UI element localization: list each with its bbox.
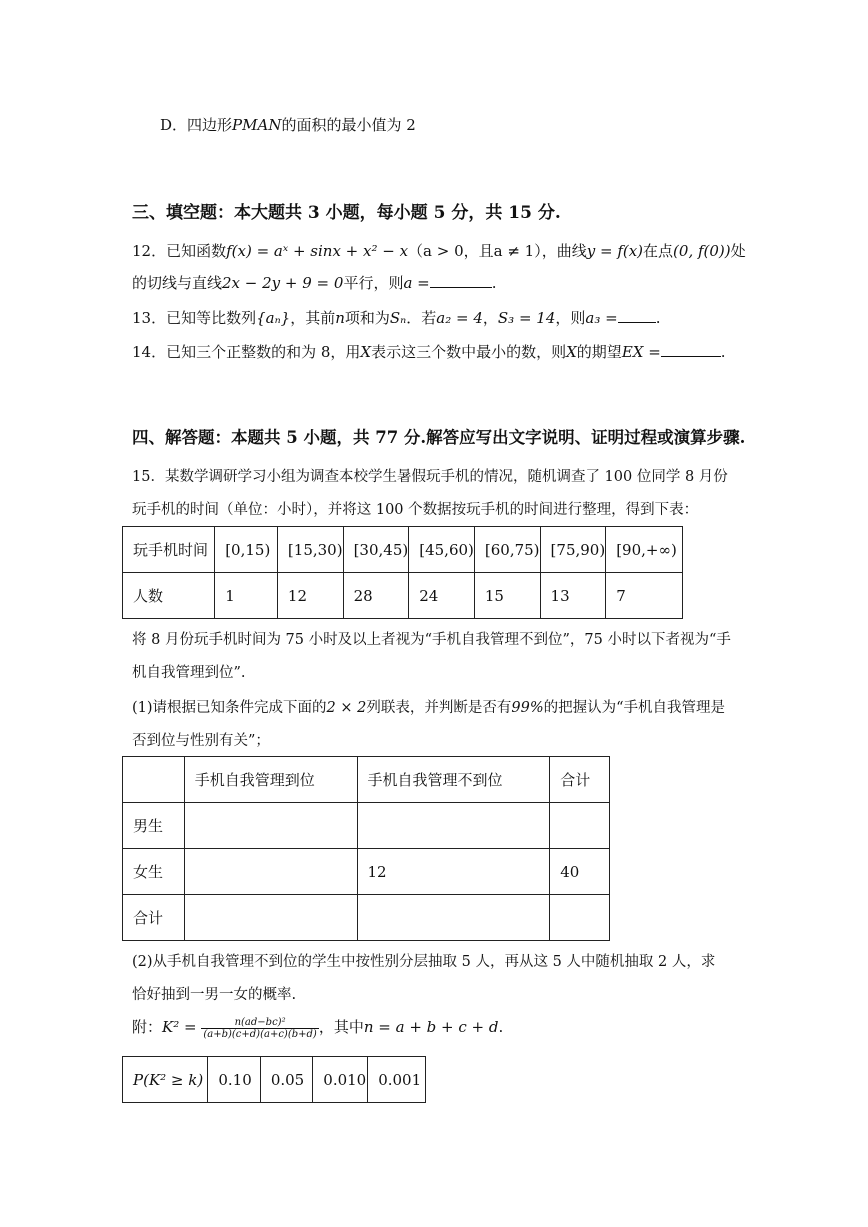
phone-time-table [122, 526, 683, 619]
q14-x: X [360, 343, 372, 361]
question-15-part1-line2: 否到位与性别有关”； [132, 733, 270, 749]
critical-value-table [122, 1056, 426, 1103]
table-header-cell: 手机自我管理到位 [184, 757, 357, 803]
table-header-cell: 手机自我管理不到位 [357, 757, 550, 803]
table-cell: 女生 [123, 849, 185, 895]
table-row [123, 1057, 426, 1103]
part1-text: 列联表，并判断是否有 [366, 700, 512, 716]
table-cell: 0.010 [313, 1057, 368, 1103]
q13-text: 13．已知等比数列 [132, 309, 257, 327]
q12-function: f(x) = aˣ + sinx + x² − x [226, 242, 409, 260]
table-header-cell: 合计 [550, 757, 610, 803]
table-cell[interactable] [550, 803, 610, 849]
table-cell[interactable] [184, 895, 357, 941]
q13-text: ， [482, 309, 498, 327]
formula-k: K² = [162, 1018, 197, 1036]
part1-text: 的把握认为“手机自我管理是 [543, 700, 726, 716]
table-cell[interactable] [184, 803, 357, 849]
table-header-cell: [30,45) [343, 527, 409, 573]
table-cell: 0.05 [260, 1057, 312, 1103]
table-cell: 1 [215, 573, 278, 619]
part1-percent: 99% [511, 700, 544, 716]
question-15-part1-line1 [132, 696, 725, 717]
table-header-cell: P(K² ≥ k) [123, 1057, 208, 1103]
section-3-title: 三、填空题：本大题共 3 小题，每小题 5 分，共 15 分. [132, 203, 561, 223]
question-15-line2: 玩手机的时间（单位：小时），并将这 100 个数据按玩手机的时间进行整理，得到下表： [132, 502, 699, 518]
table-cell: 男生 [123, 803, 185, 849]
table-cell: 7 [606, 573, 683, 619]
contingency-table [122, 756, 610, 941]
q12-curve: y = f(x) [586, 242, 644, 260]
formula-prefix: 附： [132, 1018, 163, 1036]
q12-text: . [491, 274, 497, 292]
table-row [123, 527, 683, 573]
q13-text: ，其前 [290, 309, 336, 327]
answer-blank-14[interactable] [661, 342, 721, 357]
formula-denominator: (a+b)(c+d)(a+c)(b+d) [203, 1028, 317, 1040]
question-15-line1: 15．某数学调研学习小组为调查本校学生暑假玩手机的情况，随机调查了 100 位同学 8 月份 [132, 469, 728, 485]
table-cell[interactable] [357, 803, 550, 849]
question-13 [132, 307, 660, 328]
table-cell: 0.001 [368, 1057, 426, 1103]
table-header-cell: [45,60) [409, 527, 475, 573]
q12-text: 12．已知函数 [132, 242, 227, 260]
formula-text: . [498, 1018, 504, 1036]
option-d-rest: 的面积的最小值为 2 [281, 116, 416, 134]
q12-text: 平行，则 [343, 274, 404, 292]
table-header-cell: [0,15) [215, 527, 278, 573]
table-row [123, 757, 610, 803]
formula-text: ，其中 [318, 1018, 364, 1036]
table-cell: 13 [540, 573, 606, 619]
table-row [123, 573, 683, 619]
formula-n: n = a + b + c + d [363, 1018, 499, 1036]
answer-blank-13[interactable] [618, 308, 656, 323]
table-header-cell: [90,+∞) [606, 527, 683, 573]
option-d [160, 114, 416, 135]
table-cell: 人数 [123, 573, 215, 619]
q12-var: a = [403, 274, 430, 292]
formula-line [132, 1016, 503, 1040]
table-cell[interactable] [184, 849, 357, 895]
question-14 [132, 341, 726, 362]
table-row [123, 849, 610, 895]
q13-text: ．若 [406, 309, 437, 327]
table-cell[interactable] [357, 895, 550, 941]
option-d-var: PMAN [232, 116, 282, 134]
table-cell: 合计 [123, 895, 185, 941]
question-15-part2-line2: 恰好抽到一男一女的概率. [132, 987, 297, 1003]
section-4-title: 四、解答题：本题共 5 小题，共 77 分.解答应写出文字说明、证明过程或演算步骤. [132, 428, 746, 447]
table-cell: 15 [474, 573, 540, 619]
q14-ex: EX = [621, 343, 661, 361]
q12-text: 的切线与直线 [132, 274, 223, 292]
q14-text: 14．已知三个正整数的和为 8，用 [132, 343, 361, 361]
table-header-cell: 玩手机时间 [123, 527, 215, 573]
table-cell: 28 [343, 573, 409, 619]
table-header-cell: [75,90) [540, 527, 606, 573]
table-header-cell: [15,30) [277, 527, 343, 573]
part1-matrix: 2 × 2 [326, 700, 367, 716]
q14-text: 的期望 [576, 343, 622, 361]
question-15-part2-line1: (2)从手机自我管理不到位的学生中按性别分层抽取 5 人，再从这 5 人中随机抽取 2 人，求 [132, 954, 716, 970]
question-12-line2 [132, 272, 497, 293]
q13-a2: a₂ = 4 [436, 309, 483, 327]
q13-n: n [335, 309, 345, 327]
q13-sequence: {aₙ} [256, 309, 291, 327]
table-cell[interactable] [550, 895, 610, 941]
q13-sn: Sₙ [389, 309, 407, 327]
option-d-label: D．四边形 [160, 116, 233, 134]
q13-text: . [655, 309, 661, 327]
q12-line-equation: 2x − 2y + 9 = 0 [222, 274, 344, 292]
table-cell: 12 [357, 849, 550, 895]
q12-text: 在点 [643, 242, 674, 260]
question-15-paragraph-line1: 将 8 月份玩手机时间为 75 小时及以上者视为“手机自我管理不到位”，75 小时以下者视为“手 [132, 632, 731, 648]
table-header-cell: [60,75) [474, 527, 540, 573]
q12-text: 处 [730, 242, 746, 260]
q14-x: X [566, 343, 577, 361]
q13-text: 项和为 [344, 309, 390, 327]
question-15-paragraph-line2: 机自我管理到位”. [132, 665, 246, 681]
part1-text: (1)请根据已知条件完成下面的 [132, 700, 327, 716]
q14-text: . [720, 343, 726, 361]
table-cell: 40 [550, 849, 610, 895]
question-12-line1 [132, 240, 746, 261]
table-header-cell [123, 757, 185, 803]
q13-s3: S₃ = 14 [497, 309, 556, 327]
q13-a3: a₃ = [585, 309, 618, 327]
q13-text: ，则 [555, 309, 586, 327]
formula-fraction [201, 1017, 318, 1040]
q12-point: (0, f(0)) [673, 242, 731, 260]
answer-blank-12[interactable] [430, 273, 492, 288]
table-cell: 24 [409, 573, 475, 619]
q14-text: 表示这三个数中最小的数，则 [371, 343, 567, 361]
table-row [123, 895, 610, 941]
formula-numerator: n(ad−bc)² [201, 1017, 318, 1029]
table-cell: 0.10 [208, 1057, 260, 1103]
table-cell: 12 [277, 573, 343, 619]
table-row [123, 803, 610, 849]
q12-text: （a > 0，且a ≠ 1），曲线 [408, 242, 587, 260]
